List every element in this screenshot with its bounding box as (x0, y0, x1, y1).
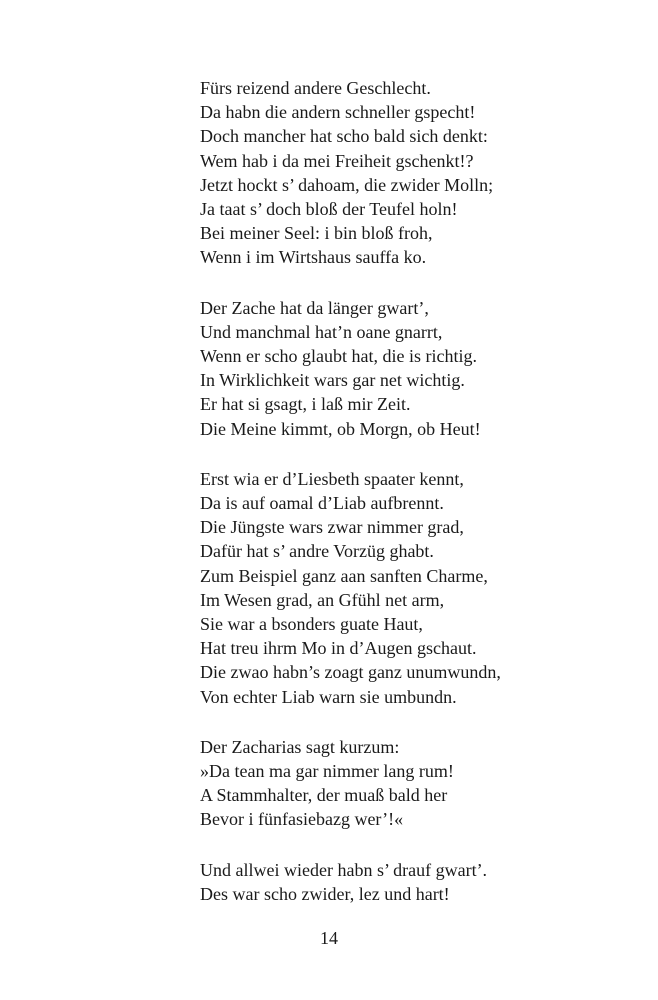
poem-line: Von echter Liab warn sie umbundn. (200, 686, 457, 707)
stanza-3 (200, 467, 620, 709)
poem-line: Jetzt hockt s’ dahoam, die zwider Molln; (200, 174, 494, 195)
poem-line: Der Zache hat da länger gwart’, (200, 297, 429, 318)
poem-line: Und manchmal hat’n oane gnarrt, (200, 321, 443, 342)
poem-line: Doch mancher hat scho bald sich denkt: (200, 126, 488, 147)
poem-body (200, 76, 620, 932)
poem-line: Dafür hat s’ andre Vorzüg ghabt. (200, 541, 434, 562)
poem-line: In Wirklichkeit wars gar net wichtig. (200, 370, 465, 391)
poem-line: Wem hab i da mei Freiheit gschenkt!? (200, 150, 474, 171)
poem-line: Da habn die andern schneller gspecht! (200, 102, 476, 123)
poem-line: Fürs reizend andere Geschlecht. (200, 78, 431, 98)
poem-line: Sie war a bsonders guate Haut, (200, 614, 423, 635)
stanza-5 (200, 858, 620, 906)
poem-line: Die Meine kimmt, ob Morgn, ob Heut! (200, 418, 481, 439)
poem-line: Zum Beispiel ganz aan sanften Charme, (200, 565, 488, 586)
poem-line: Des war scho zwider, lez und hart! (200, 883, 450, 904)
poem-line: Bei meiner Seel: i bin bloß froh, (200, 223, 433, 244)
poem-line: Wenn er scho glaubt hat, die is richtig. (200, 346, 477, 367)
stanza-1 (200, 76, 620, 270)
poem-line: Erst wia er d’Liesbeth spaater kennt, (200, 468, 464, 489)
poem-line: Hat treu ihrm Mo in d’Augen gschaut. (200, 638, 477, 659)
poem-line: Und allwei wieder habn s’ drauf gwart’. (200, 859, 488, 880)
poem-line: Wenn i im Wirtshaus sauffa ko. (200, 247, 427, 268)
poem-line: A Stammhalter, der muaß bald her (200, 785, 448, 806)
poem-line: »Da tean ma gar nimmer lang rum! (200, 761, 454, 782)
poem-line: Die zwao habn’s zoagt ganz unumwundn, (200, 662, 501, 683)
poem-line: Ja taat s’ doch bloß der Teufel holn! (200, 199, 458, 220)
poem-line: Er hat si gsagt, i laß mir Zeit. (200, 394, 411, 415)
stanza-2 (200, 296, 620, 441)
poem-line: Der Zacharias sagt kurzum: (200, 736, 400, 757)
stanza-4 (200, 735, 620, 832)
poem-line: Bevor i fünfasiebazg wer’!« (200, 809, 404, 830)
poem-line: Im Wesen grad, an Gfühl net arm, (200, 589, 445, 610)
poem-line: Die Jüngste wars zwar nimmer grad, (200, 517, 464, 538)
poem-line: Da is auf oamal d’Liab aufbrennt. (200, 493, 444, 514)
page-number: 14 (320, 928, 338, 948)
